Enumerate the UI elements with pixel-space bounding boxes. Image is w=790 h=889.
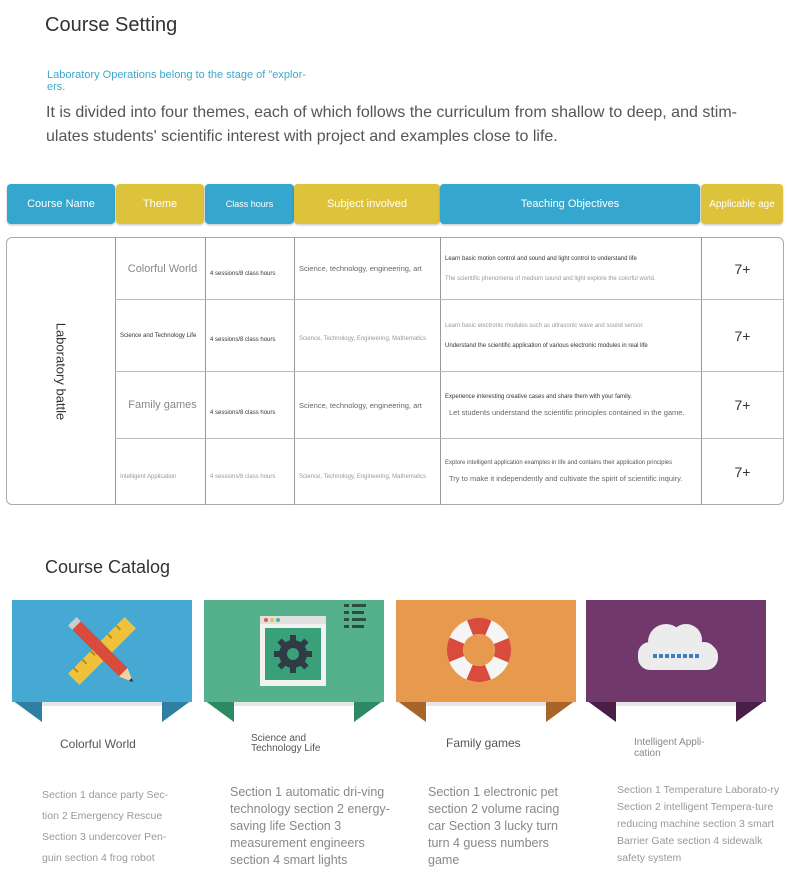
row-subject: Science, technology, engineering, art	[299, 400, 422, 410]
row-theme: Family games	[128, 399, 197, 411]
catalog-card-colorful-world[interactable]	[12, 600, 192, 722]
course-catalog-title: Course Catalog	[45, 557, 171, 577]
card-label-intelligent-application: Intelligent Appli-cation	[634, 737, 705, 759]
ruler-pencil-icon	[12, 600, 192, 702]
header-theme: Theme	[116, 184, 204, 224]
card-desc-family-games: Section 1 electronic pet section 2 volume racing car Section 3 lucky turn turn 4 guess numbers game	[428, 785, 560, 867]
row-subject: Science, technology, engineering, art	[299, 264, 422, 273]
header-class-hours: Class hours	[205, 184, 294, 224]
row-theme: Colorful World	[127, 262, 198, 275]
header-subject: Subject involved	[294, 184, 440, 224]
row-objectives: Experience interesting creative cases and share them with your family. Let students understand the scientific principles contained in the game.	[445, 393, 685, 417]
course-setting-title: Course Setting	[45, 14, 178, 36]
row-theme: Science and Technology Life	[120, 332, 197, 339]
row-hours: 4 sessions/8 class hours	[210, 337, 276, 343]
row-hours: 4 sessions/8 class hours	[210, 473, 276, 480]
lifebuoy-icon	[396, 600, 576, 702]
card-label-colorful-world: Colorful World	[60, 737, 136, 751]
row-theme: Intelligent Application	[120, 473, 177, 480]
card-label-family-games: Family games	[446, 736, 521, 750]
header-objectives: Teaching Objectives	[440, 184, 700, 224]
catalog-card-family-games[interactable]	[396, 600, 576, 722]
card-desc-science-life: Section 1 automatic dri-ving technology section 2 energy-saving life Section 3 measurement engineers section 4 smart lights	[230, 785, 390, 867]
row-objectives: Learn basic electronic modules such as ultrasonic wave and sound sensor. Understand the scientific application of various electronic modules in real life	[445, 322, 648, 349]
intro-paragraph: It is divided into four themes, each of which follows the curriculum from shallow to deep, and stim-ulates students' scientific interest with project and examples close to life.	[46, 104, 737, 145]
card-desc-intelligent-application: Section 1 Temperature Laborato-ry Section 2 intelligent Tempera-ture reducing machine section 3 smart Barrier Gate section 4 sidewalk safety system	[617, 784, 780, 864]
row-age: 7+	[734, 397, 751, 413]
gear-screen-icon	[204, 600, 384, 702]
cloud-icon	[586, 600, 766, 702]
row-age: 7+	[734, 260, 751, 277]
header-course-name: Course Name	[7, 184, 115, 224]
catalog-card-science-life[interactable]	[204, 600, 384, 722]
course-name-cell: Laboratory battle	[52, 322, 68, 420]
row-age: 7+	[734, 463, 751, 480]
catalog-card-intelligent-application[interactable]	[586, 600, 766, 722]
row-objectives: Learn basic motion control and sound and light control to understand life The scientific phenomena of medium sound and light explore the colorful world.	[445, 255, 656, 282]
row-age: 7+	[734, 327, 751, 344]
row-subject: Science, Technology, Engineering, Mathematics	[299, 336, 427, 342]
row-hours: 4 sessions/8 class hours	[210, 410, 276, 416]
row-subject: Science, Technology, Engineering, Mathematics	[299, 473, 427, 480]
card-label-science-life: Science and Technology Life	[251, 733, 321, 754]
row-objectives: Explore intelligent application examples in life and contains their application principles Try to make it independently and cultivate the spirit of scientific inquiry.	[445, 460, 683, 483]
header-age: Applicable age	[701, 184, 783, 224]
row-hours: 4 sessions/8 class hours	[210, 271, 276, 277]
card-desc-colorful-world: Section 1 dance party Sec-tion 2 Emergency Rescue Section 3 undercover Pen-guin section 4 frog robot	[42, 789, 169, 864]
stage-note: Laboratory Operations belong to the stage of "explor-ers.	[47, 69, 306, 93]
